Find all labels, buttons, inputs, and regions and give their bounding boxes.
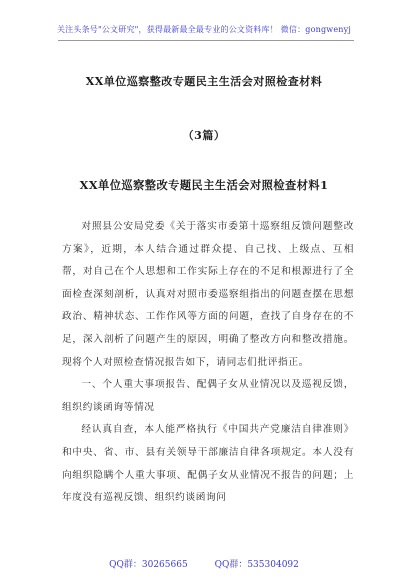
- main-title: XX单位巡察整改专题民主生活会对照检查材料: [85, 75, 323, 88]
- body-paragraph: 一、个人重大事项报告、配偶子女从业情况以及巡视反馈，组织约谈函询等情况: [62, 379, 354, 413]
- footer-contacts: [0, 557, 408, 570]
- section-title: XX单位巡察整改专题民主生活会对照检查材料1: [79, 178, 329, 192]
- header-promo-note: 关注头条号"公文研究"，获得最新最全最专业的公文资料库！ 微信：gongwenyj: [56, 25, 352, 34]
- header-divider: [58, 40, 354, 41]
- count-label: （3篇）: [182, 129, 226, 142]
- body-paragraph: 经认真自查，本人能严格执行《中国共产党廉洁自律准则》和中央、省、市、县有关领导干部廉洁自律各项规定。本人没有向组织隐瞒个人重大事项、配偶子女从业情况不报告的问题；上年度没有巡视反馈、组织约谈函询问: [62, 424, 354, 504]
- body-paragraph: 对照县公安局党委《关于落实市委第十巡察组反馈问题整改方案》，近期，本人结合通过群众提、自己找、上级点、互相帮，对自己在个人思想和工作实际上存在的不足和根源进行了全面检查深刻剖析，认真对对照市委巡察组指出的问题查摆在思想政治、精神状态、工作作风等方面的问题，查找了自身存在的不足，深入剖析了问题产生的原因，明确了整改方向和整改措施。现将个人对照检查情况报告如下，请同志们批评指正。: [62, 221, 354, 368]
- footer-qq-group-2: QQ群：535304092: [214, 560, 299, 570]
- footer-qq-group-1: QQ群：30265665: [109, 560, 188, 570]
- document-body: [62, 216, 354, 510]
